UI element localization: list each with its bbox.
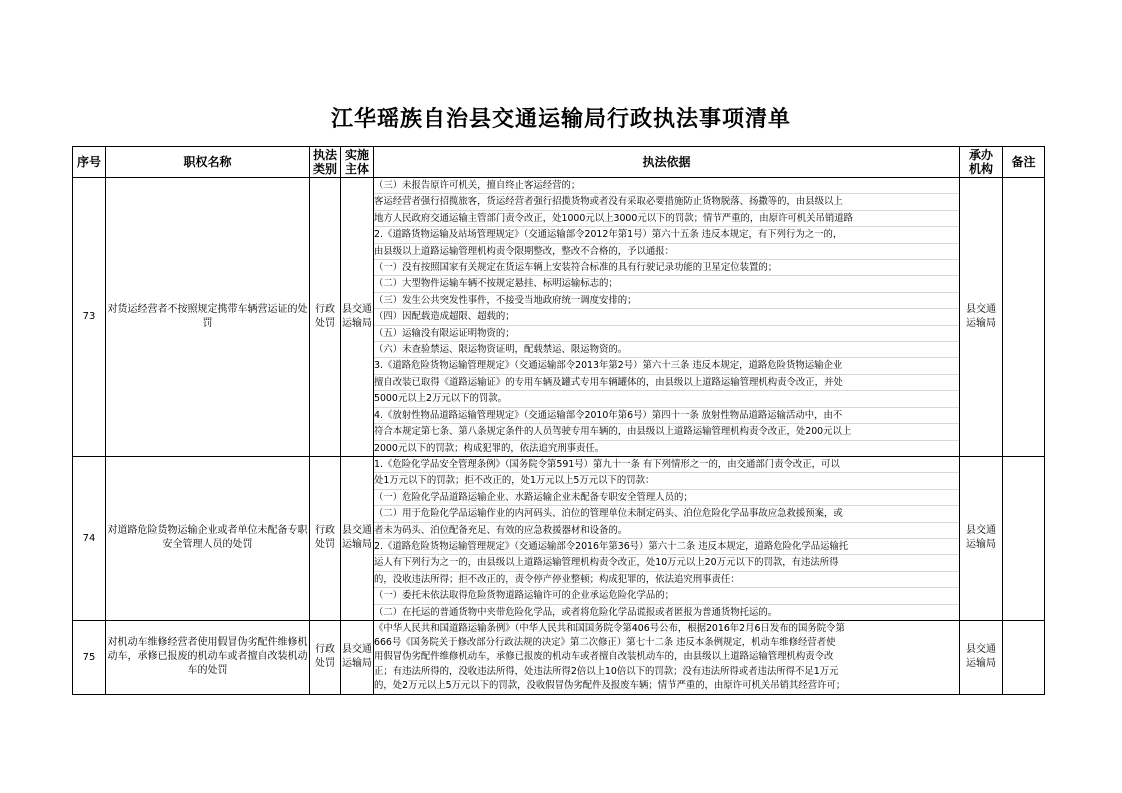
row-basis bbox=[374, 456, 960, 620]
row-name: 对货运经营者不按照规定携带车辆营运证的处罚 bbox=[106, 178, 310, 457]
table-row bbox=[73, 178, 1045, 457]
row-name: 对道路危险货物运输企业或者单位未配备专职安全管理人员的处罚 bbox=[106, 456, 310, 620]
basis-line: （一）没有按照国家有关规定在货运车辆上安装符合标准的具有行驶记录功能的卫星定位装置的； bbox=[374, 260, 959, 276]
row-remark bbox=[1003, 456, 1045, 620]
row-basis bbox=[374, 178, 960, 457]
row-type: 行政 处罚 bbox=[310, 456, 341, 620]
basis-line: 地方人民政府交通运输主管部门责令改正，处1000元以上3000元以下的罚款；情节严重的，由原许可机关吊销道路 bbox=[374, 211, 959, 227]
basis-line: 由县级以上道路运输管理机构责令限期整改，整改不合格的，予以通报： bbox=[374, 244, 959, 260]
row-seq: 75 bbox=[73, 620, 106, 694]
row-basis bbox=[374, 620, 960, 694]
row-agency: 县交通 运输局 bbox=[960, 178, 1003, 457]
basis-line: 2.《道路危险货物运输管理规定》（交通运输部令2016年第36号）第六十二条 违反本规定，道路危险化学品运输托 bbox=[374, 539, 959, 555]
row-subject: 县交通 运输局 bbox=[341, 178, 374, 457]
row-agency: 县交通 运输局 bbox=[960, 620, 1003, 694]
basis-line: 运人有下列行为之一的，由县级以上道路运输管理机构责令改正，处10万元以上20万元以下的罚款，有违法所得 bbox=[374, 555, 959, 571]
row-seq: 73 bbox=[73, 178, 106, 457]
row-subject: 县交通 运输局 bbox=[341, 620, 374, 694]
basis-line: （六）未查验禁运、限运物资证明，配载禁运、限运物资的。 bbox=[374, 342, 959, 358]
basis-line: 1.《危险化学品安全管理条例》（国务院令第591号）第九十一条 有下列情形之一的，由交通部门责令改正，可以 bbox=[374, 457, 959, 473]
basis-line: 5000元以上2万元以下的罚款。 bbox=[374, 391, 959, 407]
header-remark: 备注 bbox=[1003, 147, 1045, 178]
basis-line: 《中华人民共和国道路运输条例》（中华人民共和国国务院令第406号公布，根据2016年2月6日发布的国务院令第 bbox=[374, 622, 845, 634]
header-agency: 承办 机构 bbox=[960, 147, 1003, 178]
basis-line: 符合本规定第七条、第八条规定条件的人员驾驶专用车辆的，由县级以上道路运输管理机构责令改正，处200元以上 bbox=[374, 424, 959, 440]
row-remark bbox=[1003, 620, 1045, 694]
row-subject: 县交通 运输局 bbox=[341, 456, 374, 620]
basis-line: 的，处2万元以上5万元以下的罚款，没收假冒伪劣配件及报废车辆；情节严重的，由原许可机关吊销其经营许可； bbox=[374, 679, 846, 691]
basis-line: 处1万元以下的罚款；拒不改正的，处1万元以上5万元以下的罚款： bbox=[374, 473, 959, 489]
basis-line: 2.《道路货物运输及站场管理规定》（交通运输部令2012年第1号）第六十五条 违反本规定，有下列行为之一的， bbox=[374, 227, 959, 243]
basis-line: 客运经营者强行招揽旅客，货运经营者强行招揽货物或者没有采取必要措施防止货物脱落、扬撒等的，由县级以上 bbox=[374, 194, 959, 210]
basis-line: （四）因配载造成超限、超载的； bbox=[374, 309, 959, 325]
row-remark bbox=[1003, 178, 1045, 457]
header-type: 执法 类别 bbox=[310, 147, 341, 178]
header-seq: 序号 bbox=[73, 147, 106, 178]
basis-line: （二）大型物件运输车辆不按规定悬挂、标明运输标志的； bbox=[374, 276, 959, 292]
basis-line: （二）用于危险化学品运输作业的内河码头、泊位的管理单位未制定码头、泊位危险化学品事故应急救援预案，或 bbox=[374, 506, 959, 522]
row-type: 行政 处罚 bbox=[310, 178, 341, 457]
basis-line: （一）委托未依法取得危险货物道路运输许可的企业承运危险化学品的； bbox=[374, 588, 959, 604]
table-header-row bbox=[73, 147, 1045, 178]
header-subject: 实施 主体 bbox=[341, 147, 374, 178]
basis-line: 3.《道路危险货物运输管理规定》（交通运输部令2013年第2号）第六十三条 违反本规定，道路危险货物运输企业 bbox=[374, 358, 959, 374]
enforcement-table bbox=[72, 146, 1045, 695]
basis-line: 擅自改装已取得《道路运输证》的专用车辆及罐式专用车辆罐体的，由县级以上道路运输管理机构责令改正，并处 bbox=[374, 375, 959, 391]
table-row bbox=[73, 456, 1045, 620]
basis-line: 的，没收违法所得；拒不改正的，责令停产停业整顿；构成犯罪的，依法追究刑事责任： bbox=[374, 572, 959, 588]
row-seq: 74 bbox=[73, 456, 106, 620]
basis-line: （三）发生公共突发性事件，不接受当地政府统一调度安排的； bbox=[374, 293, 959, 309]
basis-line: 4.《放射性物品道路运输管理规定》（交通运输部令2010年第6号）第四十一条 放射性物品道路运输活动中，由不 bbox=[374, 408, 959, 424]
row-agency: 县交通 运输局 bbox=[960, 456, 1003, 620]
basis-line: （二）在托运的普通货物中夹带危险化学品，或者将危险化学品谎报或者匿报为普通货物托运的。 bbox=[374, 606, 778, 618]
page-title: 江华瑶族自治县交通运输局行政执法事项清单 bbox=[330, 106, 791, 132]
basis-line: 用假冒伪劣配件维修机动车，承修已报废的机动车或者擅自改装机动车的，由县级以上道路运输管理机构责令改 bbox=[374, 651, 834, 663]
row-type: 行政 处罚 bbox=[310, 620, 341, 694]
basis-line: 666号《国务院关于修改部分行政法规的决定》第二次修正）第七十二条 违反本条例规定，机动车维修经营者使 bbox=[374, 637, 836, 649]
basis-line: （五）运输没有限运证明物资的； bbox=[374, 326, 959, 342]
basis-line: （一）危险化学品道路运输企业、水路运输企业未配备专职安全管理人员的； bbox=[374, 490, 959, 506]
table-row bbox=[73, 620, 1045, 694]
basis-line: 正；有违法所得的，没收违法所得，处违法所得2倍以上10倍以下的罚款；没有违法所得或者违法所得不足1万元 bbox=[374, 665, 839, 677]
header-basis: 执法依据 bbox=[374, 147, 960, 178]
header-name: 职权名称 bbox=[106, 147, 310, 178]
basis-line: 者未为码头、泊位配备充足、有效的应急救援器材和设备的。 bbox=[374, 523, 959, 539]
row-name: 对机动车维修经营者使用假冒伪劣配件维修机动车，承修已报废的机动车或者擅自改装机动车的处罚 bbox=[106, 620, 310, 694]
basis-line: 2000元以下的罚款；构成犯罪的，依法追究刑事责任。 bbox=[374, 442, 605, 454]
basis-line: （三）未报告原许可机关，擅自终止客运经营的； bbox=[374, 178, 959, 194]
